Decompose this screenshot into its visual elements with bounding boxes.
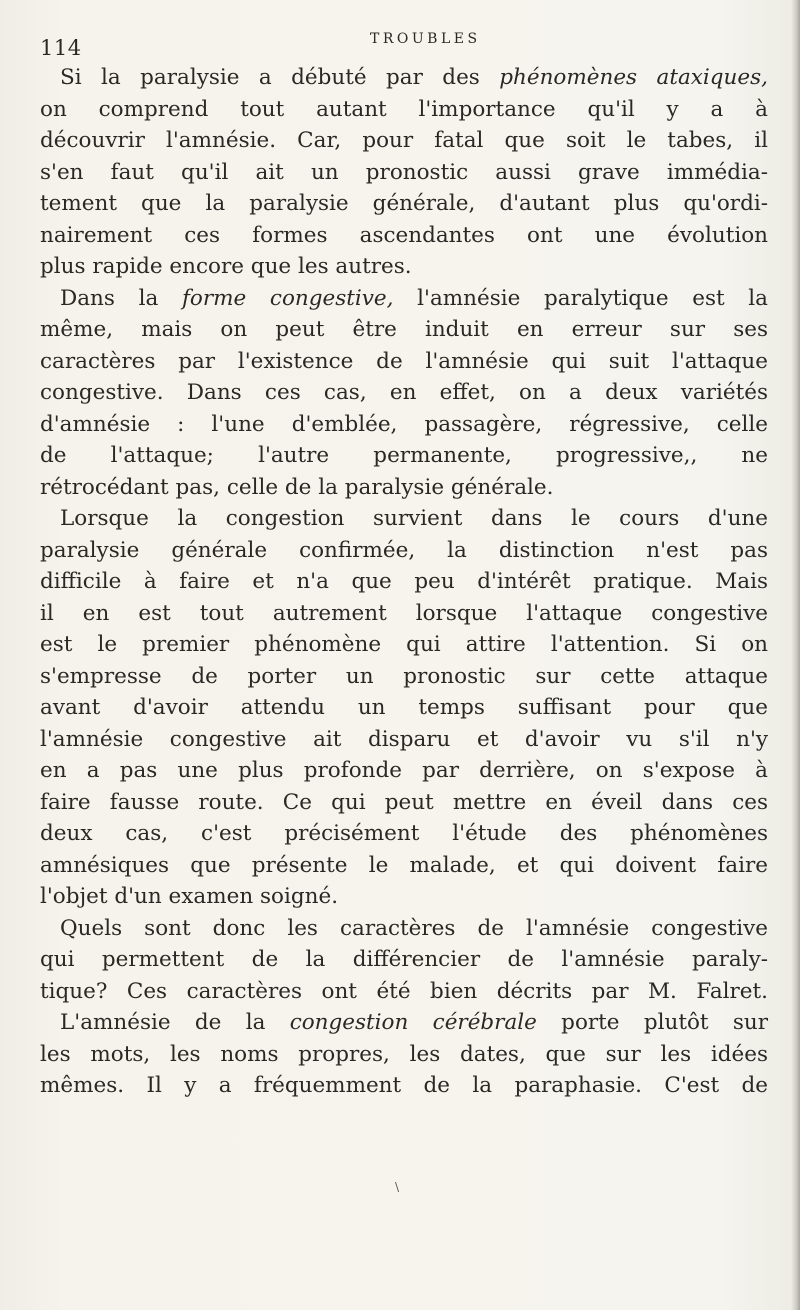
- text-run: amnésiques que présente le malade, et qui doivent faire: [40, 852, 768, 878]
- text-run: nairement ces formes ascendantes ont une évolution: [40, 222, 768, 248]
- text-line: [40, 692, 768, 724]
- italic-phrase: phénomènes ataxiques,: [499, 65, 768, 90]
- text-line: [40, 503, 768, 535]
- text-run: s'en faut qu'il ait un pronostic aussi grave immédia-: [40, 159, 768, 185]
- text-line: [40, 881, 768, 913]
- text-line: [40, 283, 768, 315]
- text-run: on comprend tout autant l'importance qu'il y a à: [40, 96, 768, 122]
- text-run: avant d'avoir attendu un temps suffisant pour que: [40, 695, 768, 720]
- text-line: [40, 661, 768, 693]
- text-run: tique? Ces caractères ont été bien décrits par M. Falret.: [40, 978, 768, 1004]
- text-run: qui permettent de la différencier de l'amnésie paraly-: [40, 947, 768, 972]
- text-line: [40, 944, 768, 976]
- text-run: porte plutôt sur: [536, 1010, 768, 1035]
- italic-phrase: forme congestive,: [181, 285, 394, 311]
- text-run: deux cas, c'est précisément l'étude des phénomènes: [40, 821, 768, 846]
- text-line: [40, 62, 768, 94]
- text-run: Lorsque la congestion survient dans le cours d'une: [60, 506, 768, 531]
- text-line: [40, 125, 768, 157]
- text-line: [40, 566, 768, 598]
- text-line: [40, 314, 768, 346]
- text-run: en a pas une plus profonde par derrière, on s'expose à: [40, 758, 768, 783]
- text-line: [40, 94, 768, 126]
- text-run: de l'attaque; l'autre permanente, progressive,, ne: [40, 443, 768, 468]
- text-line: [40, 188, 768, 220]
- text-run: plus rapide encore que les autres.: [40, 254, 412, 279]
- text-line: [40, 818, 768, 850]
- text-run: d'amnésie : l'une d'emblée, passagère, régressive, celle: [40, 411, 768, 437]
- text-line: [40, 440, 768, 472]
- text-line: [40, 1039, 768, 1071]
- text-line: [40, 755, 768, 787]
- text-run: congestive. Dans ces cas, en effet, on a deux variétés: [40, 380, 768, 405]
- text-run: paralysie générale confirmée, la distinction n'est pas: [40, 537, 768, 563]
- text-line: [40, 157, 768, 189]
- text-run: Dans la: [60, 285, 182, 311]
- text-line: [40, 220, 768, 252]
- page-edge-shadow: [791, 0, 800, 1310]
- text-line: [40, 629, 768, 661]
- text-run: l'objet d'un examen soigné.: [40, 884, 339, 909]
- text-run: découvrir l'amnésie. Car, pour fatal que soit le tabes, il: [40, 128, 768, 153]
- text-run: il en est tout autrement lorsque l'attaque congestive: [40, 600, 768, 626]
- text-line: [40, 850, 768, 882]
- text-line: [40, 1007, 768, 1039]
- text-line: [40, 472, 768, 504]
- text-line: [40, 787, 768, 819]
- stray-mark: \: [395, 1180, 400, 1194]
- text-line: [40, 976, 768, 1008]
- text-line: [40, 1070, 768, 1102]
- text-run: l'amnésie congestive ait disparu et d'avoir vu s'il n'y: [40, 726, 768, 752]
- text-run: est le premier phénomène qui attire l'attention. Si on: [40, 632, 768, 657]
- text-line: [40, 346, 768, 378]
- text-run: Si la paralysie a débuté par des: [60, 65, 500, 90]
- text-line: [40, 409, 768, 441]
- body-text: [40, 62, 768, 1102]
- text-line: [40, 913, 768, 945]
- text-run: s'empresse de porter un pronostic sur cette attaque: [40, 663, 768, 689]
- text-line: [40, 598, 768, 630]
- italic-phrase: congestion cérébrale: [289, 1010, 537, 1035]
- text-line: [40, 377, 768, 409]
- text-line: [40, 535, 768, 567]
- running-head: TROUBLES: [370, 31, 481, 47]
- text-run: même, mais on peut être induit en erreur sur ses: [40, 317, 768, 342]
- text-run: difficile à faire et n'a que peu d'intérêt pratique. Mais: [40, 569, 768, 594]
- text-run: caractères par l'existence de l'amnésie qui suit l'attaque: [40, 348, 768, 374]
- page-number: 114: [40, 36, 82, 60]
- text-run: L'amnésie de la: [60, 1010, 290, 1035]
- text-run: faire fausse route. Ce qui peut mettre en éveil dans ces: [40, 789, 768, 815]
- text-run: Quels sont donc les caractères de l'amnésie congestive: [60, 915, 768, 941]
- text-run: tement que la paralysie générale, d'autant plus qu'ordi-: [40, 191, 768, 216]
- text-run: mêmes. Il y a fréquemment de la paraphasie. C'est de: [40, 1073, 768, 1098]
- text-run: l'amnésie paralytique est la: [393, 285, 768, 311]
- text-run: les mots, les noms propres, les dates, que sur les idées: [40, 1041, 768, 1067]
- page-header: [40, 22, 740, 62]
- text-line: [40, 251, 768, 283]
- text-line: [40, 724, 768, 756]
- text-run: rétrocédant pas, celle de la paralysie générale.: [40, 474, 554, 500]
